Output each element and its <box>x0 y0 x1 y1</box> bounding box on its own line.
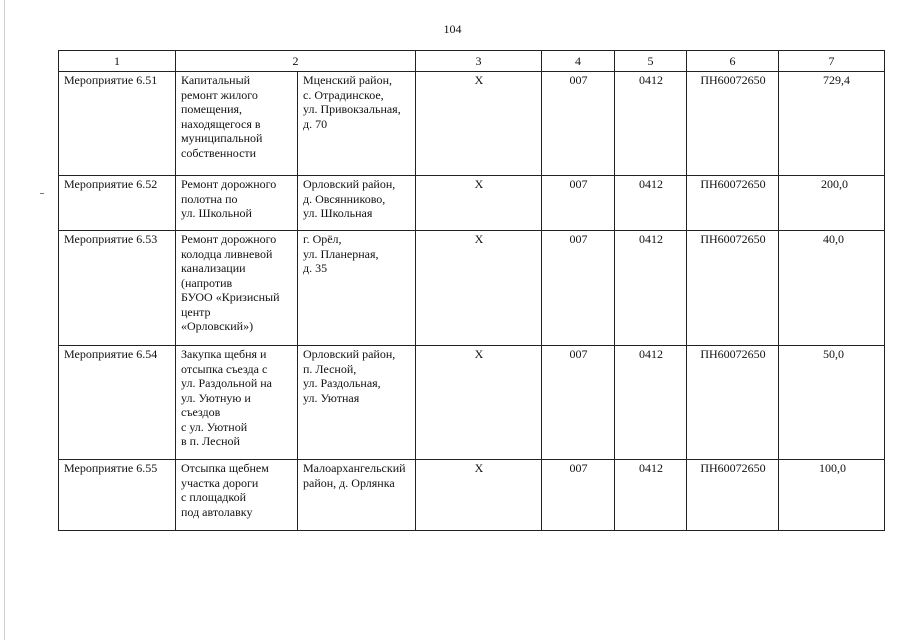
header-col-4: 4 <box>542 51 615 72</box>
measure-cell: Мероприятие 6.55 <box>59 460 176 531</box>
header-col-6: 6 <box>687 51 779 72</box>
col3-cell: Х <box>416 346 542 460</box>
col4-cell: 007 <box>542 176 615 231</box>
header-col-2: 2 <box>176 51 416 72</box>
table-row <box>59 346 885 460</box>
col6-cell: ПН60072650 <box>687 176 779 231</box>
col6-cell: ПН60072650 <box>687 460 779 531</box>
table-row <box>59 460 885 531</box>
address-cell: Мценский район, с. Отрадинское, ул. Привокзальная, д. 70 <box>298 72 416 176</box>
col4-cell: 007 <box>542 460 615 531</box>
appropriations-table <box>58 50 885 531</box>
address-cell: Орловский район, п. Лесной, ул. Раздольная, ул. Уютная <box>298 346 416 460</box>
col4-cell: 007 <box>542 231 615 346</box>
col5-cell: 0412 <box>615 72 687 176</box>
measure-cell: Мероприятие 6.51 <box>59 72 176 176</box>
description-cell: Закупка щебня и отсыпка съезда с ул. Раздольной на ул. Уютную и съездов с ул. Уютной в п. Лесной <box>176 346 298 460</box>
col3-cell: Х <box>416 460 542 531</box>
header-row <box>59 51 885 72</box>
measure-cell: Мероприятие 6.53 <box>59 231 176 346</box>
header-col-5: 5 <box>615 51 687 72</box>
col5-cell: 0412 <box>615 460 687 531</box>
col3-cell: Х <box>416 231 542 346</box>
header-col-7: 7 <box>779 51 885 72</box>
description-cell: Капитальный ремонт жилого помещения, находящегося в муниципальной собственности <box>176 72 298 176</box>
col4-cell: 007 <box>542 346 615 460</box>
col5-cell: 0412 <box>615 176 687 231</box>
col6-cell: ПН60072650 <box>687 346 779 460</box>
table-row <box>59 72 885 176</box>
amount-cell: 100,0 <box>779 460 885 531</box>
col3-cell: Х <box>416 176 542 231</box>
col5-cell: 0412 <box>615 231 687 346</box>
amount-cell: 200,0 <box>779 176 885 231</box>
table-row <box>59 176 885 231</box>
address-cell: Малоархангельский район, д. Орлянка <box>298 460 416 531</box>
col3-cell: Х <box>416 72 542 176</box>
amount-cell: 729,4 <box>779 72 885 176</box>
scan-mark <box>40 193 44 194</box>
col5-cell: 0412 <box>615 346 687 460</box>
col6-cell: ПН60072650 <box>687 72 779 176</box>
col6-cell: ПН60072650 <box>687 231 779 346</box>
table-body <box>59 72 885 531</box>
page-number: 104 <box>443 22 462 36</box>
measure-cell: Мероприятие 6.54 <box>59 346 176 460</box>
scan-left-edge <box>4 0 5 640</box>
col4-cell: 007 <box>542 72 615 176</box>
description-cell: Отсыпка щебнем участка дороги с площадкой под автолавку <box>176 460 298 531</box>
description-cell: Ремонт дорожного полотна по ул. Школьной <box>176 176 298 231</box>
address-cell: Орловский район, д. Овсянниково, ул. Школьная <box>298 176 416 231</box>
description-cell: Ремонт дорожного колодца ливневой канализации (напротив БУОО «Кризисный центр «Орловский») <box>176 231 298 346</box>
amount-cell: 40,0 <box>779 231 885 346</box>
header-col-1: 1 <box>59 51 176 72</box>
amount-cell: 50,0 <box>779 346 885 460</box>
address-cell: г. Орёл, ул. Планерная, д. 35 <box>298 231 416 346</box>
table-row <box>59 231 885 346</box>
header-col-3: 3 <box>416 51 542 72</box>
measure-cell: Мероприятие 6.52 <box>59 176 176 231</box>
table-header <box>59 51 885 72</box>
